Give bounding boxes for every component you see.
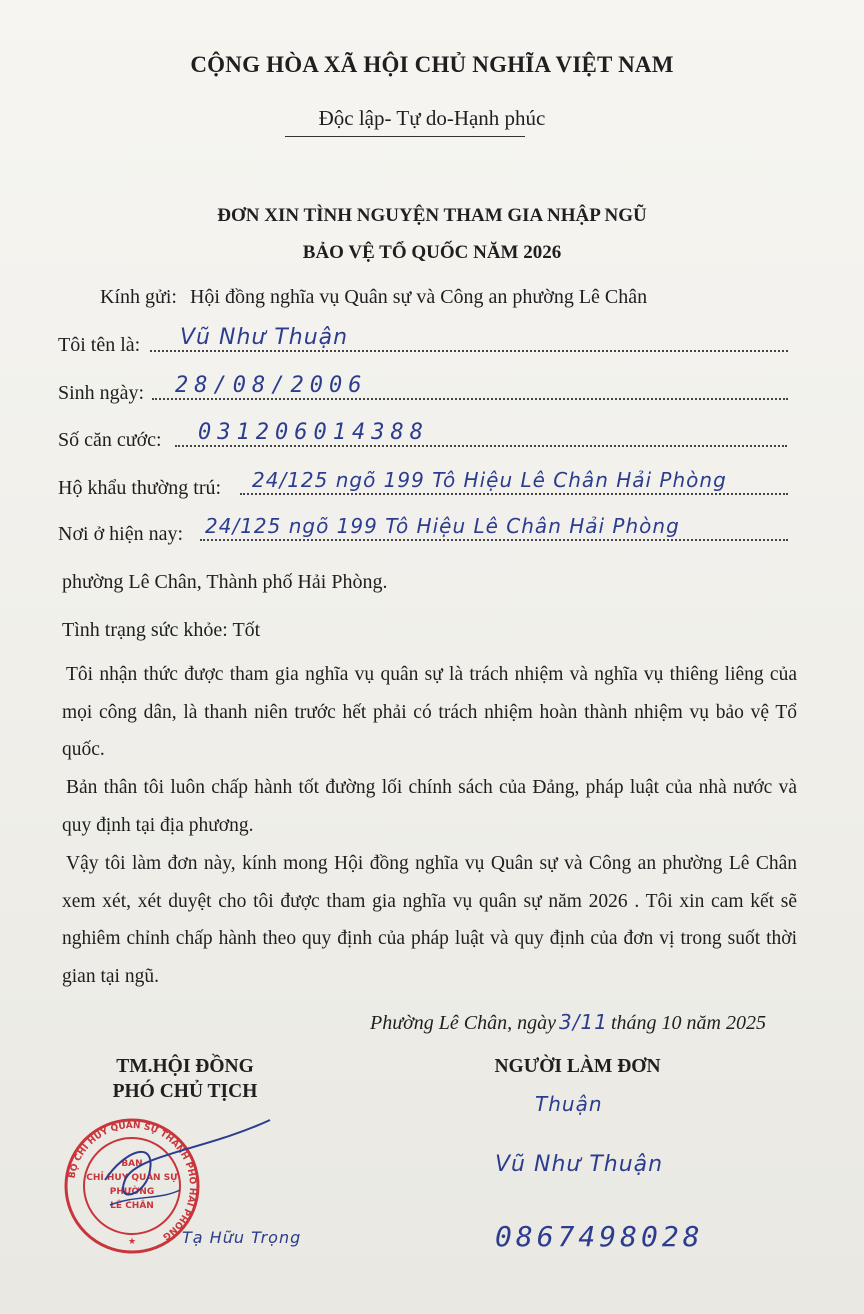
stamp-outer-ring — [66, 1120, 198, 1252]
recipient-label: Kính gửi: — [100, 286, 177, 308]
name-handwritten: Vũ Như Thuận — [180, 325, 349, 350]
date-prefix: Phường Lê Chân, ngày — [370, 1012, 557, 1034]
council-title: TM.HỘI ĐỒNG — [116, 1056, 254, 1077]
id-handwritten: 031206014388 — [198, 420, 429, 445]
stamp-inner-1: BAN — [121, 1159, 143, 1169]
current-address-dotted-line — [200, 539, 788, 541]
stamp-outer-text: BỘ CHỈ HUY QUÂN SỰ THÀNH PHỐ HẢI PHÒNG — [67, 1120, 198, 1242]
current-address-handwritten: 24/125 ngõ 199 Tô Hiệu Lê Chân Hải Phòng — [205, 514, 680, 538]
date-line — [370, 1010, 766, 1035]
residence-handwritten: 24/125 ngõ 199 Tô Hiệu Lê Chân Hải Phòng — [252, 468, 727, 492]
stamp-inner-2: CHỈ HUY QUÂN SỰ — [86, 1173, 178, 1183]
date-day-handwritten: 3/11 — [559, 1010, 608, 1034]
paragraph-request-text: Vậy tôi làm đơn này, kính mong Hội đồng nghĩa vụ Quân sự và Công an phường Lê Chân xem xét, xét duyệt cho tôi được tham gia nghĩa vụ quân sự năm 2026 . Tôi xin cam kết sẽ nghiêm chỉnh chấp hành theo quy định của pháp luật và quy định của đơn vị trong suốt thời gian tại ngũ. — [62, 853, 797, 987]
document-title-line2: BẢO VỆ TỔ QUỐC NĂM 2026 — [302, 242, 562, 263]
id-dotted-line — [175, 445, 787, 447]
stamp-inner-ring — [84, 1138, 180, 1234]
recipient-value: Hội đồng nghĩa vụ Quân sự và Công an phường Lê Chân — [189, 286, 648, 308]
dob-label: Sinh ngày: — [58, 382, 145, 404]
residence-label: Hộ khẩu thường trú: — [58, 477, 222, 499]
paragraph-compliance — [62, 769, 797, 844]
national-title: CỘNG HÒA XÃ HỘI CHỦ NGHĨA VIỆT NAM — [190, 52, 674, 77]
date-suffix: tháng 10 năm 2025 — [610, 1012, 766, 1034]
recipient-line — [100, 286, 647, 309]
svg-text:★: ★ — [127, 1237, 137, 1247]
applicant-title: NGƯỜI LÀM ĐƠN — [494, 1056, 661, 1077]
national-motto: Độc lập- Tự do-Hạnh phúc — [318, 106, 546, 130]
motto-underline — [285, 136, 525, 137]
applicant-signature: Thuận — [535, 1092, 603, 1116]
residence-dotted-line — [240, 493, 788, 495]
stamp-inner-3: PHƯỜNG — [109, 1187, 155, 1197]
paragraph-request — [62, 845, 797, 995]
current-address-suffix: phường Lê Chân, Thành phố Hải Phòng. — [62, 571, 388, 593]
dob-dotted-line — [152, 398, 788, 400]
document-title-line1: ĐƠN XIN TÌNH NGUYỆN THAM GIA NHẬP NGŨ — [217, 205, 647, 226]
stamp-inner-4: LÊ CHÂN — [110, 1201, 154, 1211]
dob-handwritten: 28/08/2006 — [175, 373, 368, 398]
paragraph-awareness-text: Tôi nhận thức được tham gia nghĩa vụ quân sự là trách nhiệm và nghĩa vụ thiêng liêng của mọi công dân, là thanh niên trước hết phải có trách nhiệm hoàn thành nhiệm vụ bảo vệ Tổ quốc. — [62, 664, 797, 760]
applicant-full-name: Vũ Như Thuận — [495, 1152, 664, 1177]
health-status: Tình trạng sức khỏe: Tốt — [62, 619, 261, 641]
name-dotted-line — [150, 350, 788, 352]
current-address-label: Nơi ở hiện nay: — [58, 523, 184, 545]
paragraph-compliance-text: Bản thân tôi luôn chấp hành tốt đường lối chính sách của Đảng, pháp luật của nhà nước và quy định tại địa phương. — [62, 777, 797, 836]
name-label: Tôi tên là: — [58, 334, 141, 356]
paragraph-awareness — [62, 656, 797, 769]
council-vice-chair: PHÓ CHỦ TỊCH — [112, 1081, 258, 1102]
applicant-phone: 0867498028 — [495, 1220, 704, 1253]
chair-signer-name: Tạ Hữu Trọng — [182, 1228, 302, 1247]
id-label: Số căn cước: — [58, 429, 162, 451]
